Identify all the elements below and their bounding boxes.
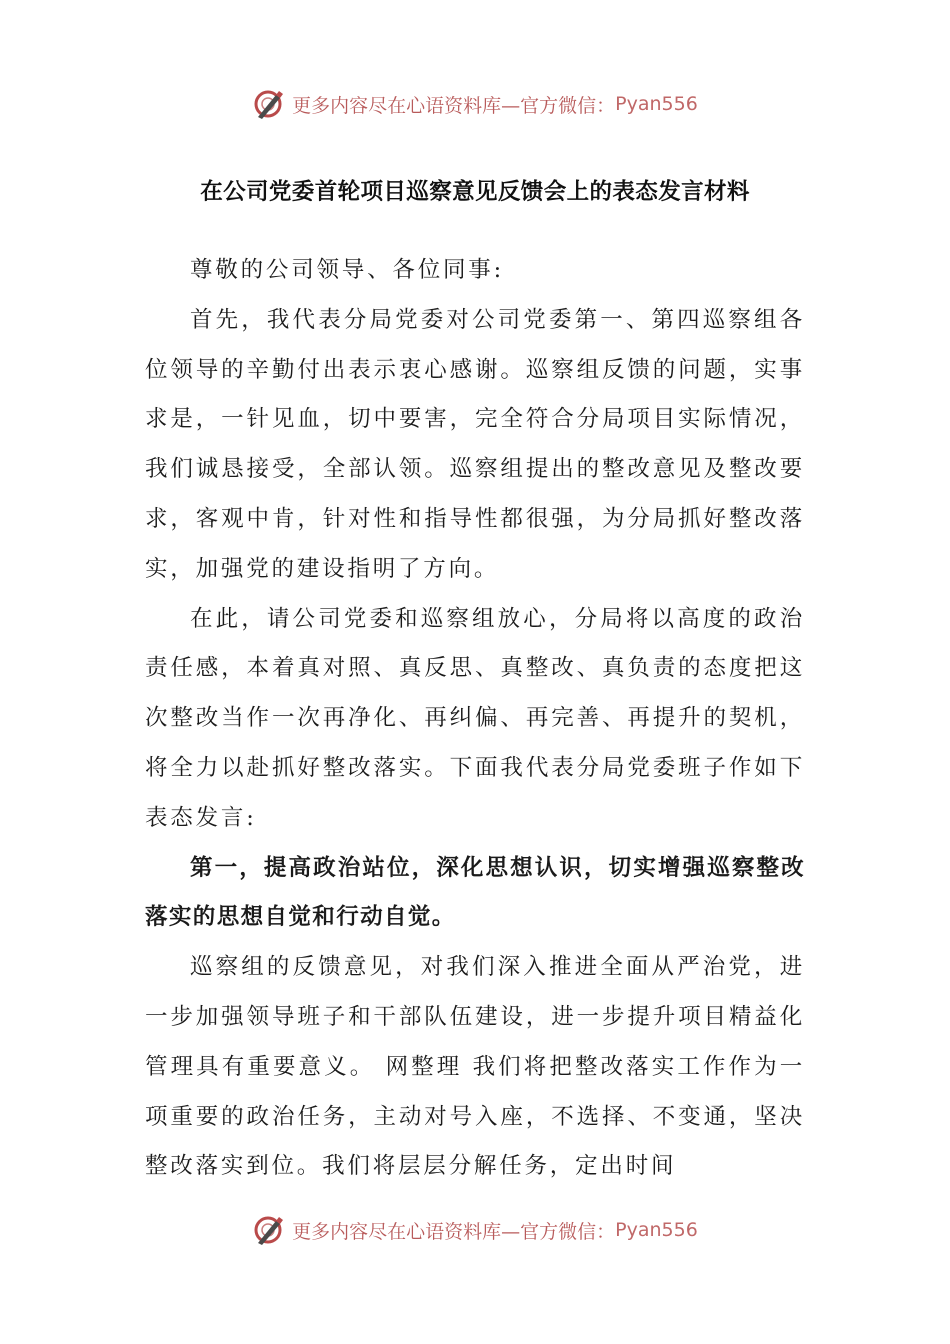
footer-banner-text: 更多内容尽在心语资料库—官方微信： xyxy=(292,1220,616,1243)
paragraph-commitment: 在此，请公司党委和巡察组放心，分局将以高度的政治责任感，本着真对照、真反思、真整改、真负责的态度把这次整改当作一次再净化、再纠偏、再完善、再提升的契机，将全力以赴抓好整改落实。下面我代表分局党委班子作如下表态发言: xyxy=(145,605,805,831)
section-heading-first: 第一，提高政治站位，深化思想认识，切实增强巡察整改落实的思想自觉和行动自觉。 xyxy=(145,854,805,931)
footer-banner xyxy=(0,1210,950,1250)
document-title: 在公司党委首轮项目巡察意见反馈会上的表态发言材料 xyxy=(200,179,750,205)
pen-circle-logo-icon xyxy=(252,1213,286,1247)
paragraph-thanks: 首先，我代表分局党委对公司党委第一、第四巡察组各位领导的辛勤付出表示衷心感谢。巡察组反馈的问题，实事求是，一针见血，切中要害，完全符合分局项目实际情况，我们诚恳接受，全部认领。巡察组提出的整改意见及整改要求，客观中肯，针对性和指导性都很强，为分局抓好整改落实，加强党的建设指明了方向。 xyxy=(145,306,805,582)
header-banner-text: 更多内容尽在心语资料库—官方微信： xyxy=(292,94,616,117)
salutation: 尊敬的公司领导、各位同事: xyxy=(190,257,504,283)
document-body xyxy=(145,246,805,1192)
footer-wechat-id: Pyan556 xyxy=(615,1219,698,1241)
header-wechat-id: Pyan556 xyxy=(615,93,698,115)
header-banner xyxy=(0,84,950,124)
pen-circle-logo-icon xyxy=(252,87,286,121)
paragraph-feedback: 巡察组的反馈意见，对我们深入推进全面从严治党，进一步加强领导班子和干部队伍建设，进一步提升项目精益化管理具有重要意义。 网整理 我们将把整改落实工作作为一项重要的政治任务，主动对号入座，不选择、不变通，坚决整改落实到位。我们将层层分解任务，定出时间 xyxy=(145,954,805,1180)
